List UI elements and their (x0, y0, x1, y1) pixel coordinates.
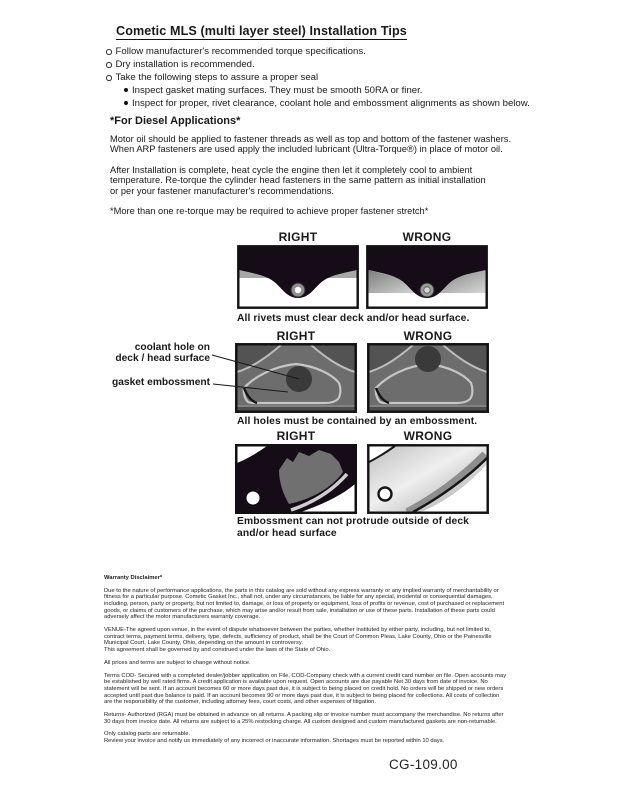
embossment-protrusion-right-diagram (235, 444, 357, 514)
coolant-hole-right-diagram (235, 343, 357, 413)
filled-bullet-icon (124, 88, 128, 92)
rivet-clearance-right-diagram (237, 245, 359, 309)
rivet-clearance-wrong-diagram (366, 245, 488, 309)
rivet-caption: All rivets must clear deck and/or head surface. (237, 313, 470, 324)
diesel-paragraph-retorque: After Installation is complete, heat cycle the engine then let it completely cool to ambient temperature. Re-torque the cylinder head fasteners in the same pattern as initial installation or per your fastener manufacturer's recommendations. (110, 165, 486, 196)
wrong-label: WRONG (402, 230, 452, 244)
warranty-disclaimer-heading: Warranty Disclaimer* (104, 575, 163, 581)
prices-paragraph: All prices and terms are subject to change without notice. (104, 659, 251, 666)
tip-text: Inspect gasket mating surfaces. They must be smooth 50RA or finer. (132, 85, 423, 96)
catalog-returns-paragraph: Only catalog parts are returnable. Review your invoice and notify us immediately of any incorrect or inaccurate information. Shortages must be reported within 10 days. (104, 731, 445, 745)
tip-text: Inspect for proper, rivet clearance, coolant hole and embossment alignments as shown below. (132, 98, 530, 109)
page-title: Cometic MLS (multi layer steel) Installation Tips (116, 24, 407, 38)
terms-paragraph: Terms COD- Secured with a completed dealer/jobber application on File, COD-Company check with a current credit card number on file. Open accounts may be established by well rated firms. A credit application is available upon request. Open accounts are due payable Net 30 days from date of invoice. No statement will be sent. If an account becomes 60 or more days past due, it is subject to being placed on credit hold. No orders will be shipped or new orders accepted until past due balance is paid. If an account becomes 90 or more days past due, it is subject to being placed for collections. All costs of collection are the responsibility of the customer, including attorney fees, court costs, and other expenses of litigation. (104, 672, 507, 706)
gasket-embossment-label: gasket embossment (112, 377, 210, 388)
right-label: RIGHT (278, 230, 318, 244)
wrong-label: WRONG (403, 329, 453, 343)
diesel-paragraph-oil: Motor oil should be applied to fastener threads as well as top and bottom of the fastener washers. When ARP fasteners are used apply the included lubricant (Ultra-Torque®) in place of motor oil. (110, 134, 512, 155)
page-number: CG-109.00 (389, 757, 458, 772)
returns-paragraph: Returns- Authorized (RGA) must be obtained in advance on all returns. A packing slip or invoice number must accompany the merchandise. No returns after 30 days from invoice date. All returns are subject to a 25% restocking charge. All custom designed and custom manufactured gaskets are non-returnable. (104, 711, 504, 725)
diesel-applications-heading: *For Diesel Applications* (110, 115, 241, 127)
wrong-label: WRONG (403, 429, 453, 443)
embossment-protrusion-wrong-diagram (367, 444, 489, 514)
right-label: RIGHT (276, 329, 316, 343)
installation-tips-list (106, 45, 530, 110)
filled-bullet-icon (124, 101, 128, 105)
tip-bullet (106, 58, 530, 71)
open-bullet-icon (106, 75, 112, 81)
retorque-note: *More than one re-torque may be required to achieve proper fastener stretch* (110, 206, 429, 216)
open-bullet-icon (106, 62, 112, 68)
warranty-paragraph: Due to the nature of performance applications, the parts in this catalog are sold without any express warranty or any implied warranty of merchantability or fitness for a particular purpose. Cometic Gasket Inc., shall not, under any circumstances, be liable for any special, incidental or consequential damages, including, person, party or property, but not limited to, damage, or loss of property or equipment, loss of profits or revenue, cost of purchased or replacement goods, or claims of customers of the purchase, which may arise and/or result from sale, installation or use of these parts. Installation of these parts could adversely affect the motor manufacturers warranty coverage. (104, 587, 505, 621)
tip-text: Take the following steps to assure a proper seal (115, 72, 319, 83)
embossment-caption: Embossment can not protrude outside of deck and/or head surface (237, 516, 470, 539)
holes-caption: All holes must be contained by an embossment. (237, 416, 478, 427)
tip-sub-bullet (124, 97, 530, 110)
legal-fine-print (104, 575, 534, 751)
tip-text: Follow manufacturer's recommended torque specifications. (115, 46, 366, 57)
tip-bullet (106, 45, 530, 58)
coolant-hole-wrong-diagram (367, 343, 489, 413)
open-bullet-icon (106, 49, 112, 55)
tip-text: Dry installation is recommended. (115, 59, 255, 70)
coolant-hole-label: coolant hole on deck / head surface (115, 342, 210, 364)
venue-paragraph: VENUE-The agreed upon venue, in the event of dispute whatsoever between the parties, whether instituted by either party, including, but not limited to, contract terms, payment terms, delivery, type, defects, sufficiency of product, shall be the Court of Common Pleas, Lake County, Ohio or the Painesville Municipal Court, Lake County, Ohio, depending on the amount in controversy. This agreement shall be governed by and construed under the laws of the State of Ohio. (104, 627, 492, 653)
tip-bullet (106, 71, 530, 84)
tip-sub-bullet (124, 84, 530, 97)
right-label: RIGHT (276, 429, 316, 443)
